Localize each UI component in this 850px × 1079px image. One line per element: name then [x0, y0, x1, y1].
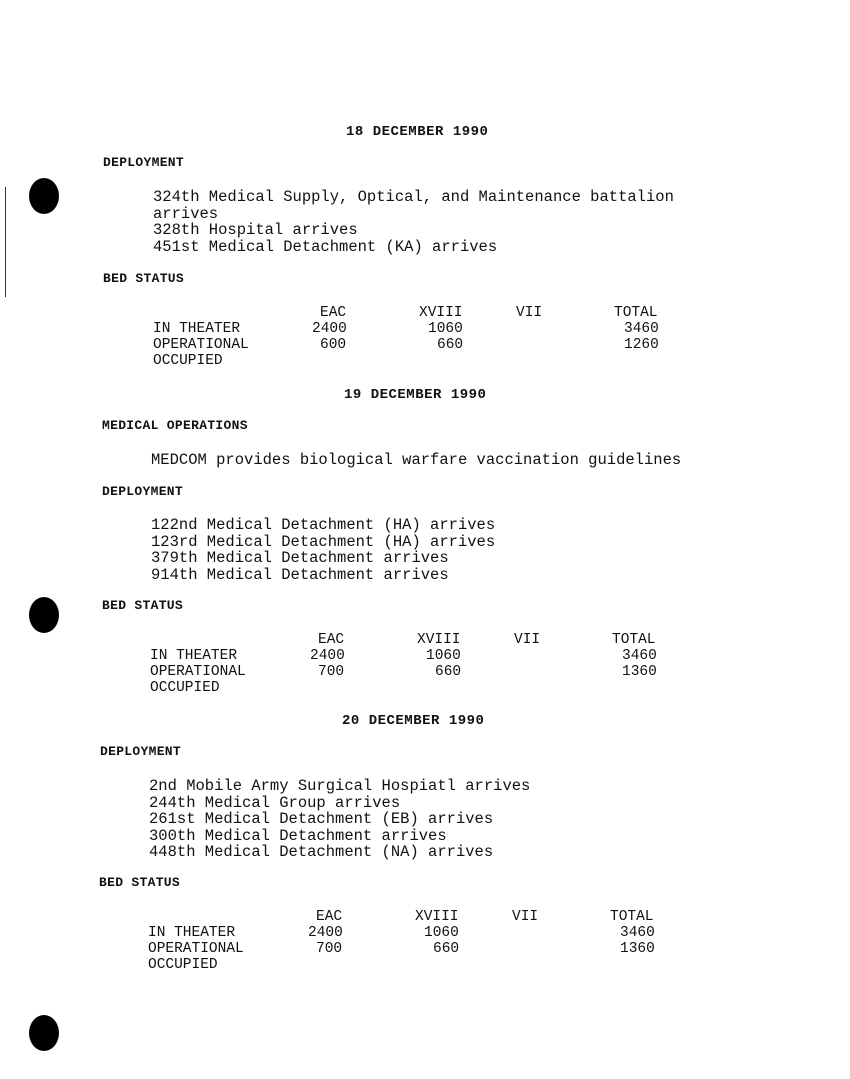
deployment-list: [153, 189, 674, 255]
cell-total: 1360: [622, 664, 657, 680]
column-header-eac: EAC: [316, 909, 343, 925]
row-label: OCCUPIED: [148, 957, 218, 973]
list-item: MEDCOM provides biological warfare vaccination guidelines: [151, 451, 682, 469]
cell-xviii: 1060: [428, 321, 463, 337]
cell-xviii: 1060: [424, 925, 459, 941]
column-header-xviii: XVIII: [415, 909, 459, 925]
column-header-eac: EAC: [320, 305, 347, 321]
page-edge-line: [5, 187, 6, 297]
cell-total: 1360: [620, 941, 655, 957]
list-item: 914th Medical Detachment arrives: [151, 565, 449, 584]
list-item: 123rd Medical Detachment (HA) arrives: [151, 532, 496, 551]
bed-status-heading: BED STATUS: [99, 875, 181, 890]
column-header-xviii: XVIII: [419, 305, 463, 321]
section-date: 19 DECEMBER 1990: [344, 387, 487, 403]
medical-operations-list: [151, 452, 681, 469]
cell-eac: 700: [318, 664, 345, 680]
bed-status-heading: BED STATUS: [102, 598, 184, 613]
deployment-list: [149, 778, 530, 861]
row-label: IN THEATER: [148, 925, 236, 941]
row-label: OPERATIONAL: [148, 941, 244, 957]
list-item: 448th Medical Detachment (NA) arrives: [149, 843, 494, 861]
section-heading: DEPLOYMENT: [102, 484, 184, 499]
cell-total: 1260: [624, 337, 659, 353]
list-item: arrives: [153, 204, 219, 223]
list-item: 2nd Mobile Army Surgical Hospiatl arrives: [149, 777, 531, 795]
column-header-xviii: XVIII: [417, 632, 461, 648]
column-header-vii: VII: [512, 909, 539, 925]
cell-xviii: 660: [433, 941, 460, 957]
cell-eac: 700: [316, 941, 343, 957]
row-label: OCCUPIED: [150, 680, 220, 696]
cell-total: 3460: [622, 648, 657, 664]
column-header-total: TOTAL: [612, 632, 656, 648]
cell-eac: 2400: [308, 925, 343, 941]
list-item: 244th Medical Group arrives: [149, 793, 401, 812]
row-label: IN THEATER: [150, 648, 238, 664]
list-item: 300th Medical Detachment arrives: [149, 826, 447, 845]
cell-eac: 2400: [310, 648, 345, 664]
row-label: IN THEATER: [153, 321, 241, 337]
list-item: 324th Medical Supply, Optical, and Maintenance battalion: [153, 188, 674, 206]
row-label: OPERATIONAL: [150, 664, 246, 680]
punch-hole-top: [29, 178, 59, 214]
list-item: 261st Medical Detachment (EB) arrives: [149, 810, 494, 828]
list-item: 379th Medical Detachment arrives: [151, 549, 449, 567]
punch-hole-bottom: [29, 1015, 59, 1051]
list-item: 122nd Medical Detachment (HA) arrives: [151, 516, 496, 534]
section-heading: MEDICAL OPERATIONS: [102, 418, 248, 433]
column-header-vii: VII: [514, 632, 541, 648]
column-header-total: TOTAL: [610, 909, 654, 925]
section-date: 20 DECEMBER 1990: [342, 713, 485, 729]
cell-total: 3460: [620, 925, 655, 941]
column-header-eac: EAC: [318, 632, 345, 648]
column-header-vii: VII: [516, 305, 543, 321]
list-item: 328th Hospital arrives: [153, 221, 358, 239]
section-heading: DEPLOYMENT: [103, 155, 185, 170]
column-header-total: TOTAL: [614, 305, 658, 321]
list-item: 451st Medical Detachment (KA) arrives: [153, 237, 498, 256]
cell-xviii: 660: [437, 337, 464, 353]
cell-xviii: 660: [435, 664, 462, 680]
cell-total: 3460: [624, 321, 659, 337]
punch-hole-middle: [29, 597, 59, 633]
section-heading: DEPLOYMENT: [100, 744, 182, 759]
row-label: OCCUPIED: [153, 353, 223, 369]
row-label: OPERATIONAL: [153, 337, 249, 353]
cell-eac: 2400: [312, 321, 347, 337]
cell-eac: 600: [320, 337, 347, 353]
bed-status-heading: BED STATUS: [103, 271, 185, 286]
cell-xviii: 1060: [426, 648, 461, 664]
section-date: 18 DECEMBER 1990: [346, 124, 489, 140]
deployment-list: [151, 517, 495, 583]
